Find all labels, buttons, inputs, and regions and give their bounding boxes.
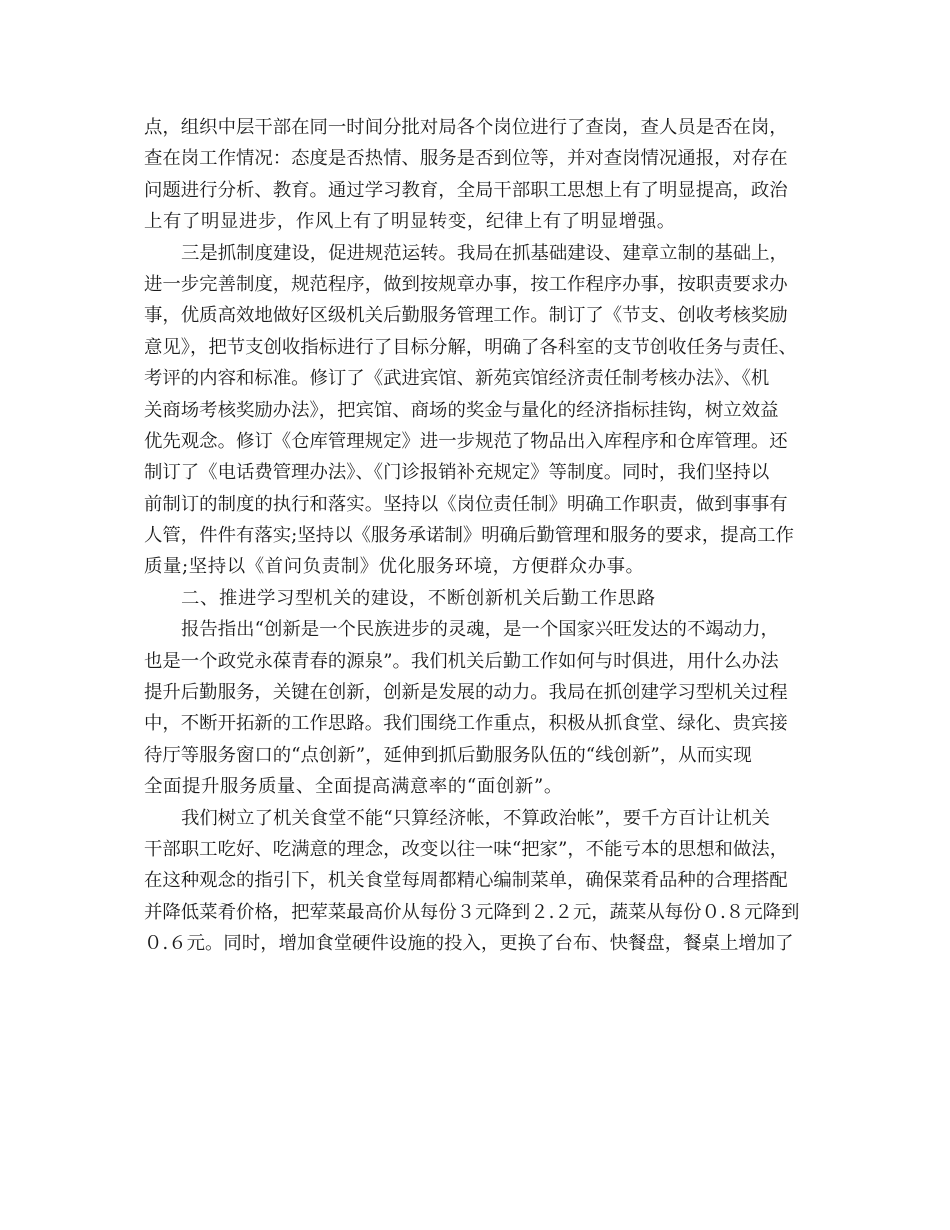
text-line: 人管，件件有落实;坚持以《服务承诺制》明确后勤管理和服务的要求，提高工作: [144, 525, 794, 547]
text-line: 待厅等服务窗口的“点创新”，延伸到抓后勤服务队伍的“线创新”，从而实现: [144, 744, 752, 766]
text-line: 全面提升服务质量、全面提高满意率的“面创新”。: [144, 776, 563, 798]
text-line: 二、推进学习型机关的建设，不断创新机关后勤工作思路: [181, 587, 656, 609]
text-line: ０.６元。同时，增加食堂硬件设施的投入，更换了台布、快餐盘，餐桌上增加了: [144, 933, 794, 955]
text-line: 也是一个政党永葆青春的源泉”。我们机关后勤工作如何与时俱进，用什么办法: [144, 650, 779, 672]
text-line: 并降低菜肴价格，把荤菜最高价从每份３元降到２.２元，蔬菜从每份０.８元降到: [144, 901, 800, 923]
text-line: 制订了《电话费管理办法》、《门诊报销补充规定》等制度。同时，我们坚持以: [144, 462, 770, 484]
text-line: 前制订的制度的执行和落实。坚持以《岗位责任制》明确工作职责，做到事事有: [144, 493, 788, 515]
text-line: 上有了明显进步，作风上有了明显转变，纪律上有了明显增强。: [144, 211, 676, 233]
text-line: 中，不断开拓新的工作思路。我们围绕工作重点，积极从抓食堂、绿化、贵宾接: [144, 713, 788, 735]
text-line: 事，优质高效地做好区级机关后勤服务管理工作。制订了《节支、创收考核奖励: [144, 305, 788, 327]
text-line: 进一步完善制度，规范程序，做到按规章办事，按工作程序办事，按职责要求办: [144, 273, 788, 295]
text-line: 报告指出“创新是一个民族进步的灵魂，是一个国家兴旺发达的不竭动力，: [181, 619, 779, 641]
text-line: 三是抓制度建设，促进规范运转。我局在抓基础建设、建章立制的基础上，: [181, 242, 788, 264]
document-page: [144, 112, 812, 960]
text-line: 在这种观念的指引下，机关食堂每周都精心编制菜单，确保菜肴品种的合理搭配: [144, 870, 788, 892]
text-line: 关商场考核奖励办法》，把宾馆、商场的奖金与量化的经济指标挂钩，树立效益: [144, 399, 779, 421]
text-line: 考评的内容和标准。修订了《武进宾馆、新苑宾馆经济责任制考核办法》、《机: [144, 368, 770, 390]
text-line: 查在岗工作情况：态度是否热情、服务是否到位等，并对查岗情况通报，对存在: [144, 148, 788, 170]
text-line: 点，组织中层干部在同一时间分批对局各个岗位进行了查岗，查人员是否在岗，: [144, 117, 788, 138]
text-line: 意见》，把节支创收指标进行了目标分解，明确了各科室的支节创收任务与责任、: [144, 336, 797, 358]
text-line: 干部职工吃好、吃满意的理念，改变以往一味“把家”，不能亏本的思想和做法，: [144, 838, 789, 860]
text-line: 提升后勤服务，关键在创新，创新是发展的动力。我局在抓创建学习型机关过程: [144, 682, 788, 704]
text-line: 问题进行分析、教育。通过学习教育，全局干部职工思想上有了明显提高，政治: [144, 179, 788, 201]
text-line: 优先观念。修订《仓库管理规定》进一步规范了物品出入库程序和仓库管理。还: [144, 430, 788, 452]
text-line: 我们树立了机关食堂不能“只算经济帐，不算政治帐”，要千方百计让机关: [181, 807, 770, 829]
text-line: 质量;坚持以《首问负责制》优化服务环境，方便群众办事。: [144, 556, 645, 578]
